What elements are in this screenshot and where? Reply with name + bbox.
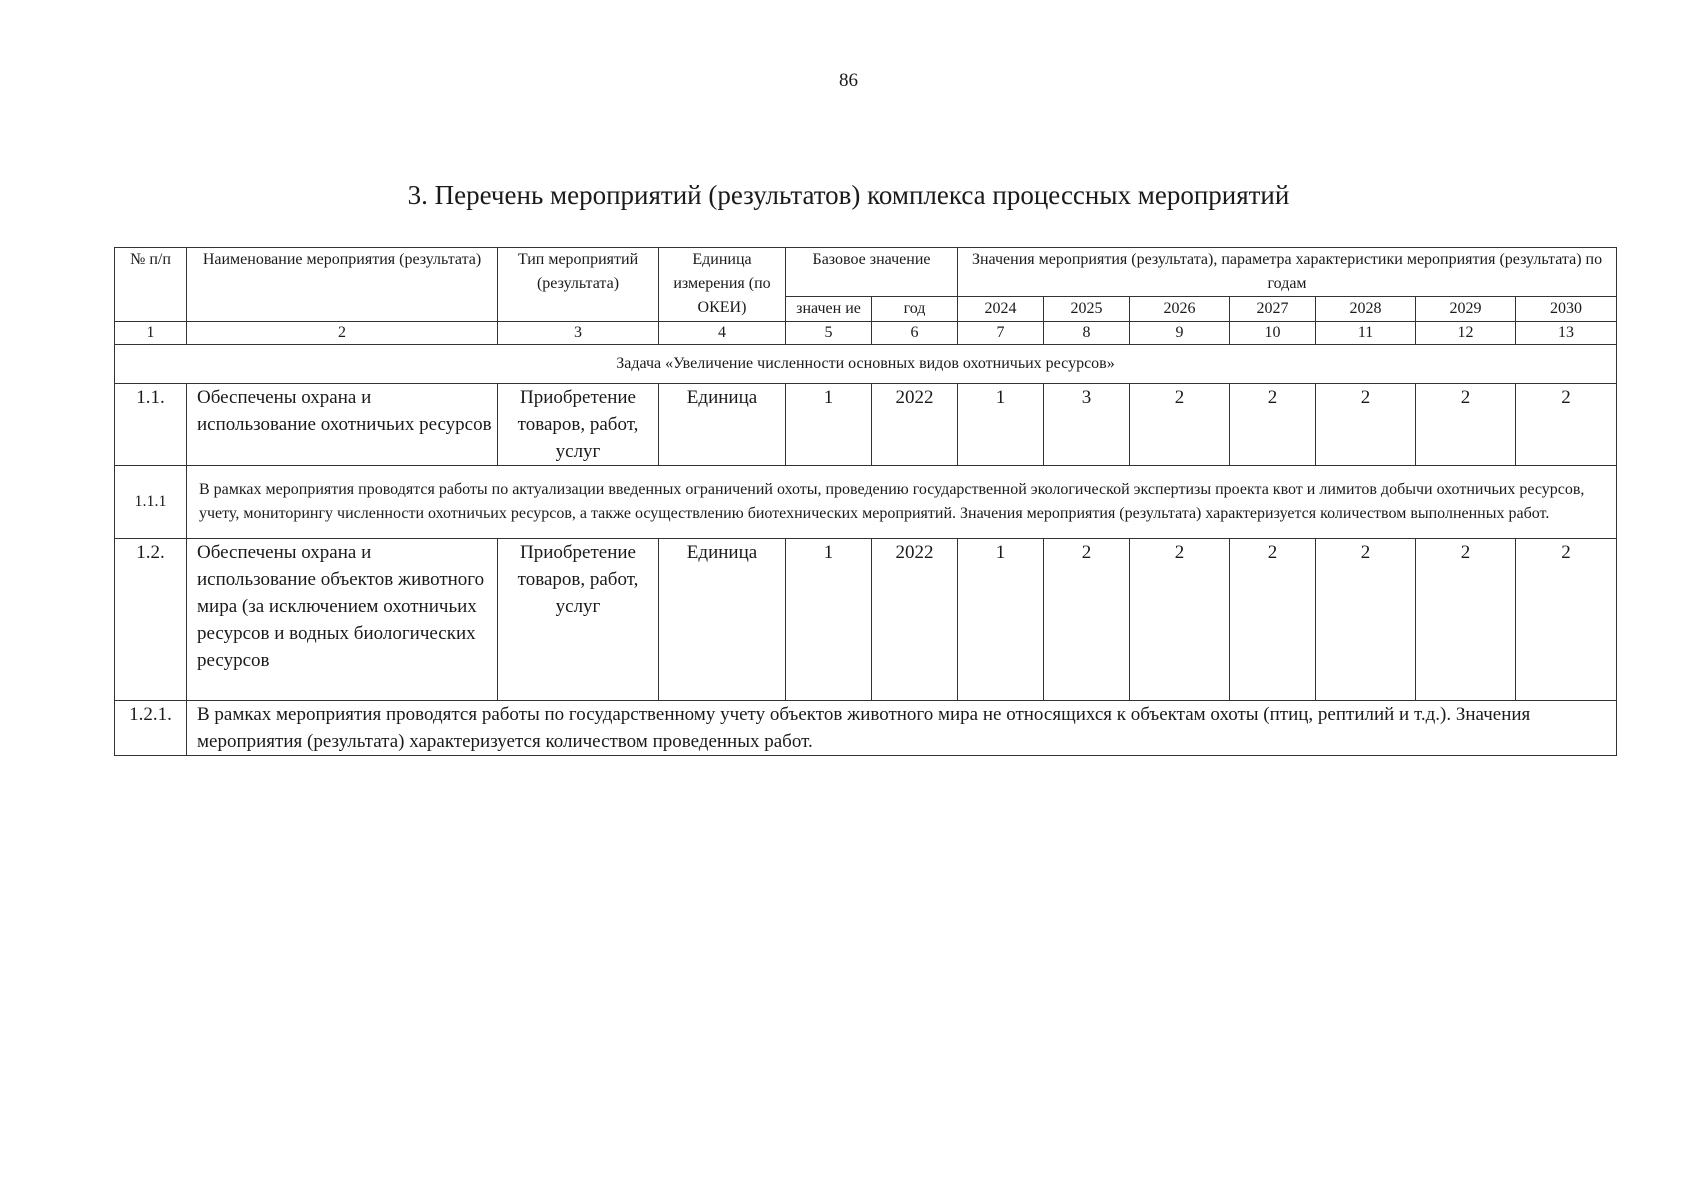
row-value: 2 — [1316, 384, 1416, 466]
row-value: 2 — [1130, 539, 1230, 701]
column-numbers-row — [115, 322, 1617, 345]
column-number: 12 — [1416, 322, 1516, 345]
row-value: 2 — [1316, 539, 1416, 701]
header-values: Значения мероприятия (результата), параметра характеристики мероприятия (результата) по годам — [958, 248, 1617, 297]
row-name: Обеспечены охрана и использование охотничьих ресурсов — [187, 384, 498, 466]
row-value: 2 — [1516, 539, 1617, 701]
column-number: 1 — [115, 322, 187, 345]
table-row — [115, 384, 1617, 466]
column-number: 4 — [659, 322, 786, 345]
page-title: 3. Перечень мероприятий (результатов) комплекса процессных мероприятий — [407, 180, 1290, 210]
header-year: 2026 — [1130, 297, 1230, 322]
description-row — [115, 701, 1617, 756]
description-row — [115, 466, 1617, 539]
column-number: 6 — [872, 322, 958, 345]
task-label: Задача «Увеличение численности основных видов охотничьих ресурсов» — [115, 345, 1617, 384]
header-row-1 — [115, 248, 1617, 297]
header-unit: Единица измерения (по ОКЕИ) — [659, 248, 786, 322]
column-number: 9 — [1130, 322, 1230, 345]
column-number: 11 — [1316, 322, 1416, 345]
row-value: 1 — [958, 384, 1044, 466]
header-year: 2028 — [1316, 297, 1416, 322]
row-base-year: 2022 — [872, 539, 958, 701]
header-year: 2027 — [1230, 297, 1316, 322]
header-type: Тип мероприятий (результата) — [498, 248, 659, 322]
header-year: 2030 — [1516, 297, 1617, 322]
row-base-year: 2022 — [872, 384, 958, 466]
description-number: 1.1.1 — [115, 466, 187, 539]
row-value: 2 — [1230, 384, 1316, 466]
row-value: 2 — [1130, 384, 1230, 466]
column-number: 13 — [1516, 322, 1617, 345]
table-row — [115, 539, 1617, 701]
row-value: 3 — [1044, 384, 1130, 466]
column-number: 3 — [498, 322, 659, 345]
header-base: Базовое значение — [786, 248, 958, 297]
row-type: Приобретение товаров, работ, услуг — [498, 384, 659, 466]
row-unit: Единица — [659, 539, 786, 701]
header-num: № п/п — [115, 248, 187, 322]
row-value: 2 — [1044, 539, 1130, 701]
activities-table — [114, 247, 1617, 756]
row-base-value: 1 — [786, 384, 872, 466]
header-base-value: значен ие — [786, 297, 872, 322]
row-value: 2 — [1416, 384, 1516, 466]
description-text: В рамках мероприятия проводятся работы по государственному учету объектов животного мира не относящихся к объектам охоты (птиц, рептилий и т.д.). Значения мероприятия (результата) характеризуется количеством проведенных работ. — [187, 701, 1617, 756]
column-number: 7 — [958, 322, 1044, 345]
row-number: 1.1. — [115, 384, 187, 466]
header-year: 2024 — [958, 297, 1044, 322]
row-name: Обеспечены охрана и использование объектов животного мира (за исключением охотничьих ресурсов и водных биологических ресурсов — [187, 539, 498, 701]
header-name: Наименование мероприятия (результата) — [187, 248, 498, 322]
row-base-value: 1 — [786, 539, 872, 701]
row-value: 2 — [1416, 539, 1516, 701]
description-number: 1.2.1. — [115, 701, 187, 756]
task-row — [115, 345, 1617, 384]
row-type: Приобретение товаров, работ, услуг — [498, 539, 659, 701]
description-text: В рамках мероприятия проводятся работы по актуализации введенных ограничений охоты, проведению государственной экологической экспертизы проекта квот и лимитов добычи охотничьих ресурсов, учету, мониторингу численности охотничьих ресурсов, а также осуществлению биотехнических мероприятий. Значения мероприятия (результата) характеризуется количеством выполненных работ. — [187, 466, 1617, 539]
column-number: 5 — [786, 322, 872, 345]
row-value: 2 — [1516, 384, 1617, 466]
row-unit: Единица — [659, 384, 786, 466]
page-number: 86 — [839, 70, 858, 91]
row-value: 1 — [958, 539, 1044, 701]
column-number: 2 — [187, 322, 498, 345]
header-year: 2029 — [1416, 297, 1516, 322]
header-base-year: год — [872, 297, 958, 322]
column-number: 10 — [1230, 322, 1316, 345]
row-number: 1.2. — [115, 539, 187, 701]
header-year: 2025 — [1044, 297, 1130, 322]
column-number: 8 — [1044, 322, 1130, 345]
row-value: 2 — [1230, 539, 1316, 701]
